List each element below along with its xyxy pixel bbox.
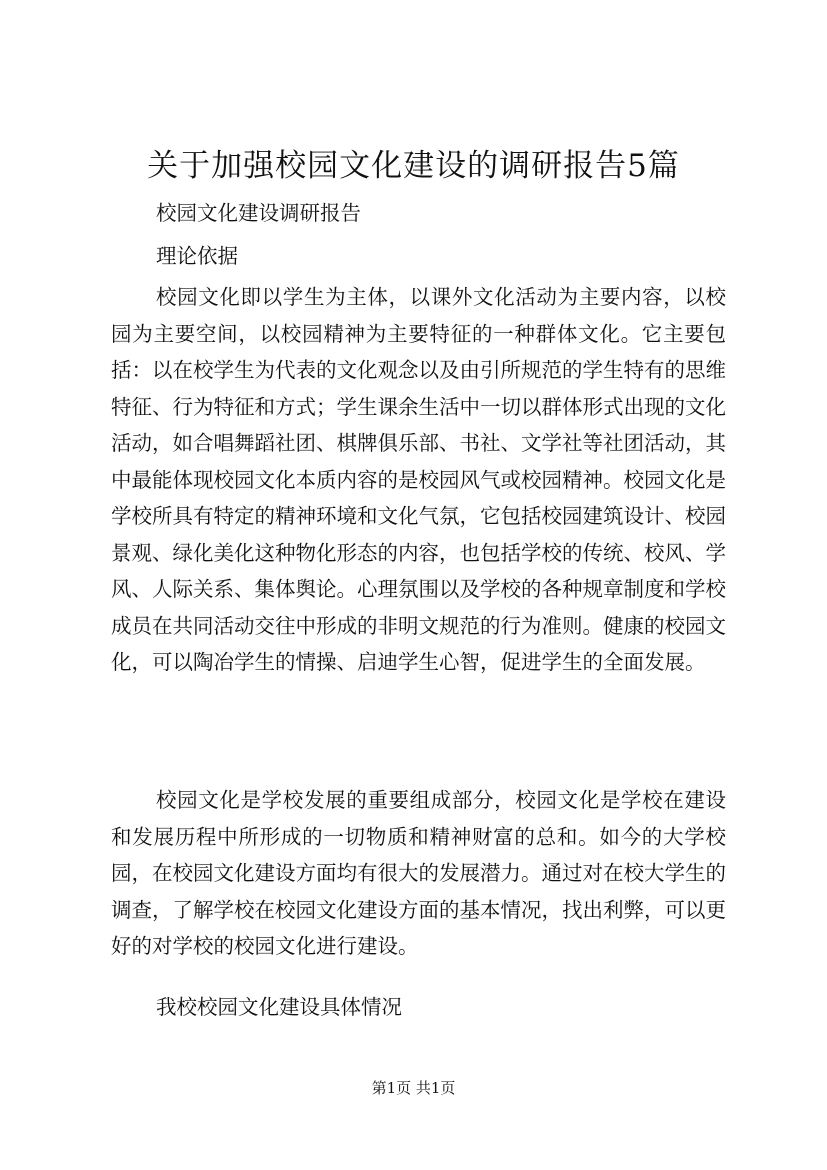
page-number-footer: 第1页 共1页 [371, 1079, 456, 1097]
body-paragraph: 校园文化即以学生为主体，以课外文化活动为主要内容，以校园为主要空间，以校园精神为主要特征的一种群体文化。它主要包括：以在校学生为代表的文化观念以及由引所规范的学生特有的思维特征、行为特征和方式；学生课余生活中一切以群体形式出现的文化活动，如合唱舞蹈社团、棋牌俱乐部、书社、文学社等社团活动，其中最能体现校园文化本质内容的是校园风气或校园精神。校园文化是学校所具有特定的精神环境和文化气氛，它包括校园建筑设计、校园景观、绿化美化这种物化形态的内容，也包括学校的传统、校风、学风、人际关系、集体舆论。心理氛围以及学校的各种规章制度和学校成员在共同活动交往中形成的非明文规范的行为准则。健康的校园文化，可以陶冶学生的情操、启迪学生心智，促进学生的全面发展。 [111, 285, 726, 674]
body-paragraph: 校园文化是学校发展的重要组成部分，校园文化是学校在建设和发展历程中所形成的一切物质和精神财富的总和。如今的大学校园，在校园文化建设方面均有很大的发展潜力。通过对在校大学生的调查，了解学校在校园文化建设方面的基本情况，找出利弊，可以更好的对学校的校园文化进行建设。 [111, 788, 726, 958]
section-heading-situation: 我校校园文化建设具体情况 [156, 995, 402, 1019]
body-paragraph-1-block [111, 279, 726, 681]
body-paragraph-2-block [111, 782, 726, 965]
document-subtitle: 校园文化建设调研报告 [156, 201, 361, 225]
section-heading-theory: 理论依据 [156, 244, 238, 268]
document-title: 关于加强校园文化建设的调研报告5篇 [147, 148, 680, 184]
